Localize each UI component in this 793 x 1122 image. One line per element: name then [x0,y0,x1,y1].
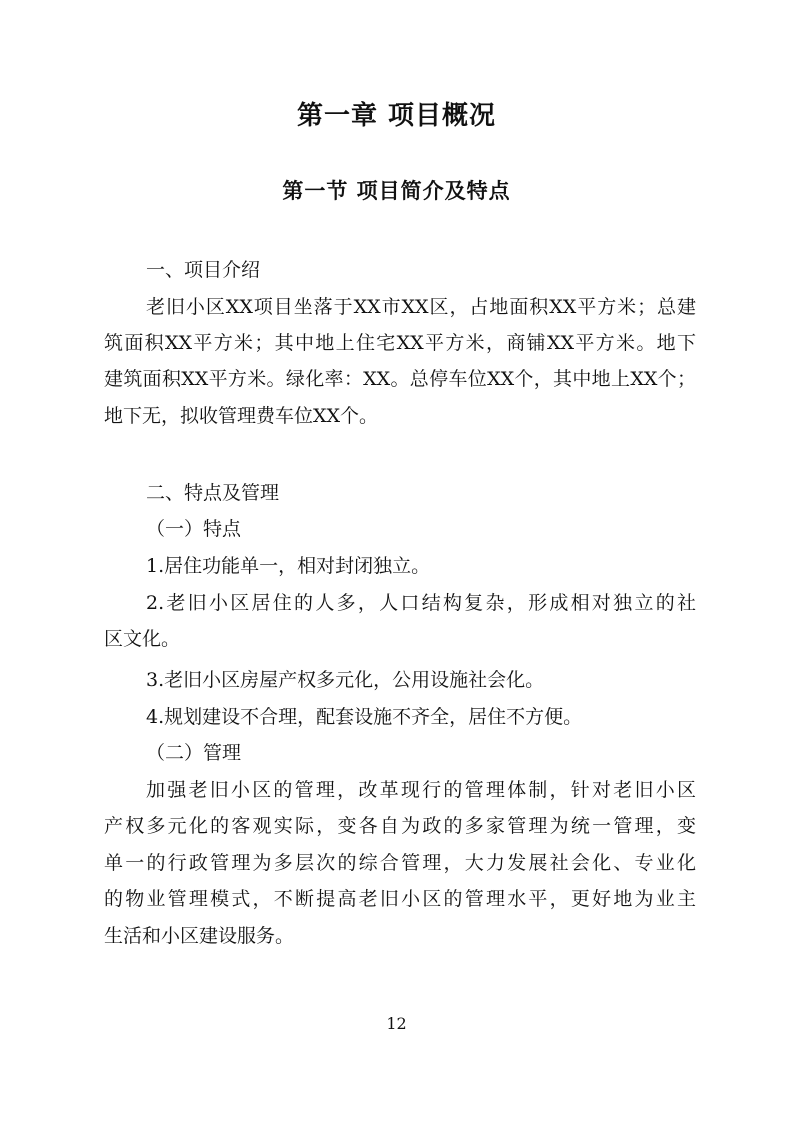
section-title: 第一节 项目简介及特点 [282,179,511,203]
list-item: 3.老旧小区房屋产权多元化，公用设施社会化。 [146,669,545,691]
paragraph-line: 产权多元化的客观实际，变各自为政的多家管理为统一管理，变 [104,815,696,837]
chapter-title: 第一章 项目概况 [296,101,497,131]
paragraph-line: 地下无，拟收管理费车位XX个。 [104,405,379,427]
paragraph-line: 生活和小区建设服务。 [104,925,295,947]
part2-heading: 二、特点及管理 [146,482,280,504]
subheading-management: （二）管理 [146,742,242,764]
paragraph-line: 老旧小区XX项目坐落于XX市XX区，占地面积XX平方米；总建 [146,296,696,318]
page-number: 12 [386,1014,407,1033]
list-item: 2.老旧小区居住的人多，人口结构复杂，形成相对独立的社 [146,592,696,614]
part1-heading: 一、项目介绍 [146,259,261,281]
paragraph-line: 的物业管理模式，不断提高老旧小区的管理水平，更好地为业主 [104,888,696,910]
paragraph-line: 筑面积XX平方米；其中地上住宅XX平方米，商铺XX平方米。地下 [104,332,696,354]
list-item: 4.规划建设不合理，配套设施不齐全，居住不方便。 [146,706,583,728]
subheading-features: （一）特点 [146,518,242,540]
paragraph-line: 单一的行政管理为多层次的综合管理，大力发展社会化、专业化 [104,852,696,874]
list-item-continuation: 区文化。 [104,628,181,650]
paragraph-line: 建筑面积XX平方米。绿化率：XX。总停车位XX个，其中地上XX个； [104,368,696,390]
paragraph-line: 加强老旧小区的管理，改革现行的管理体制，针对老旧小区 [146,779,696,801]
list-item: 1.居住功能单一，相对封闭独立。 [146,555,431,577]
